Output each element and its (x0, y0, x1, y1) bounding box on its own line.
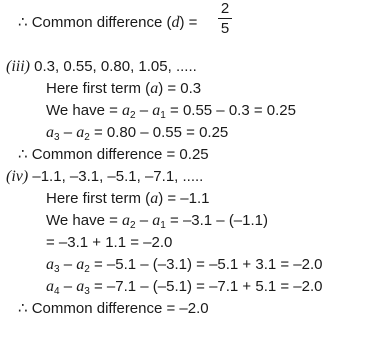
numerator: 2 (220, 0, 230, 17)
a2: a (76, 256, 85, 273)
part-iii-a2-minus-a1 (46, 102, 296, 125)
first-term-pre: Here first term ( (46, 190, 151, 207)
sub-3: 3 (54, 132, 60, 143)
minus: – (135, 212, 153, 229)
part-iv-a2-minus-a1 (46, 212, 268, 235)
minus: – (135, 102, 153, 119)
label-close: ) = (179, 14, 198, 31)
therefore-symbol: ∴ (18, 300, 28, 317)
rhs: = 0.55 – 0.3 = 0.25 (170, 102, 296, 119)
a2: a (122, 102, 131, 119)
a4: a (46, 278, 54, 295)
sub-1: 1 (160, 220, 166, 231)
we-have: We have = (46, 102, 118, 119)
sub-4: 4 (54, 286, 60, 297)
therefore-symbol: ∴ (18, 146, 28, 163)
a3: a (76, 278, 85, 295)
a3: a (46, 124, 54, 141)
sub-3: 3 (84, 286, 90, 297)
sub-2: 2 (130, 110, 136, 121)
part-iii-sequence (6, 58, 197, 76)
result: Common difference = 0.25 (31, 146, 209, 163)
sub-3: 3 (54, 264, 60, 275)
part-iii-terms: 0.3, 0.55, 0.80, 1.05, ..... (34, 58, 197, 75)
part-iii-label: (iii) (6, 58, 30, 75)
rhs: = –7.1 – (–5.1) = –7.1 + 5.1 = –2.0 (93, 278, 323, 295)
part-iii-first-term (46, 80, 201, 98)
common-difference-line-ii (18, 14, 197, 32)
a1: a (152, 212, 161, 229)
a1: a (152, 102, 161, 119)
part-iv-label: (iv) (6, 168, 29, 185)
label: Common difference ( (31, 14, 172, 31)
rhs: = –5.1 – (–3.1) = –5.1 + 3.1 = –2.0 (93, 256, 323, 273)
sub-2: 2 (84, 264, 90, 275)
rhs: = –3.1 – (–1.1) (170, 212, 268, 229)
first-term-post: ) = 0.3 (158, 80, 202, 97)
first-term-post: ) = –1.1 (158, 190, 210, 207)
minus: – (59, 124, 77, 141)
minus: – (59, 256, 77, 273)
a2: a (122, 212, 131, 229)
variable-a: a (150, 190, 159, 207)
part-iv-sequence (6, 168, 203, 186)
part-iv-a3-minus-a2 (46, 256, 323, 279)
a3: a (46, 256, 54, 273)
fraction-two-fifths (218, 0, 232, 37)
fraction-bar (218, 18, 232, 19)
denominator: 5 (220, 20, 230, 37)
minus: – (59, 278, 77, 295)
first-term-pre: Here first term ( (46, 80, 151, 97)
rhs: = –3.1 + 1.1 = –2.0 (46, 234, 173, 251)
part-iii-a3-minus-a2 (46, 124, 228, 147)
therefore-symbol: ∴ (18, 14, 28, 31)
sub-1: 1 (160, 110, 166, 121)
part-iv-step2 (46, 234, 172, 252)
sub-2: 2 (84, 132, 90, 143)
part-iii-common-difference (18, 146, 209, 164)
part-iv-common-difference (18, 300, 209, 318)
part-iv-terms: –1.1, –3.1, –5.1, –7.1, ..... (32, 168, 204, 185)
part-iv-first-term (46, 190, 209, 208)
part-iv-a4-minus-a3 (46, 278, 323, 301)
we-have: We have = (46, 212, 118, 229)
rhs: = 0.80 – 0.55 = 0.25 (93, 124, 229, 141)
result: Common difference = –2.0 (31, 300, 209, 317)
variable-d: d (171, 14, 180, 31)
sub-2: 2 (130, 220, 136, 231)
a2: a (76, 124, 85, 141)
variable-a: a (150, 80, 159, 97)
